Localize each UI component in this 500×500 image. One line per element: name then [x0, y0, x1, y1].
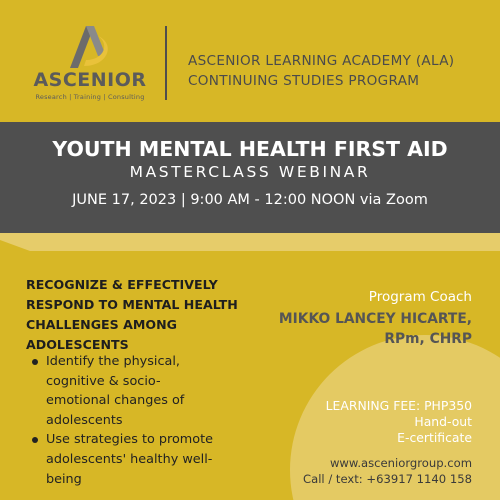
coach-role: Program Coach — [368, 289, 472, 305]
objective-heading-line: RECOGNIZE & EFFECTIVELY — [26, 277, 218, 292]
contact-phone: Call / text: +63917 1140 158 — [303, 472, 472, 486]
event-schedule: JUNE 17, 2023 | 9:00 AM - 12:00 NOON via Zoom — [72, 192, 428, 208]
list-item-line: Identify the physical, — [46, 354, 180, 369]
bullet-icon — [32, 359, 38, 365]
coach-name — [250, 309, 472, 349]
organization-name: ASCENIOR LEARNING ACADEMY (ALA) — [188, 53, 455, 69]
header-divider — [165, 26, 167, 100]
list-item-line: cognitive & socio- — [46, 373, 161, 389]
list-item — [28, 352, 248, 430]
list-item-line: Use strategies to promote — [46, 432, 213, 448]
objective-heading-line: ADOLESCENTS — [26, 337, 129, 352]
inclusion-handout: Hand-out — [414, 414, 472, 429]
light-wedge-shape — [0, 233, 500, 251]
event-subtitle: MASTERCLASS WEBINAR — [129, 163, 371, 181]
logo-tagline: Research | Training | Consulting — [35, 93, 145, 101]
list-item-line: adolescents' healthy well- — [46, 451, 213, 467]
learning-fee: LEARNING FEE: PHP350 — [325, 398, 472, 413]
objective-heading-line: CHALLENGES AMONG — [26, 317, 177, 332]
coach-name-line: MIKKO LANCEY HICARTE, — [278, 311, 472, 327]
ascenior-a-logo-icon — [64, 22, 118, 70]
list-item-line: being — [46, 471, 82, 487]
contact-block — [280, 455, 472, 487]
objective-heading — [26, 275, 246, 355]
fee-block — [300, 398, 472, 446]
program-name: CONTINUING STUDIES PROGRAM — [188, 73, 420, 89]
website-link[interactable]: www.asceniorgroup.com — [329, 456, 472, 470]
ascenior-logo — [28, 22, 152, 104]
inclusion-certificate: E-certificate — [397, 430, 472, 445]
list-item-line: emotional changes of — [46, 393, 185, 409]
objectives-list — [28, 352, 248, 489]
logo-wordmark: ASCENIOR — [33, 69, 147, 91]
coach-credentials: RPm, CHRP — [384, 331, 472, 347]
list-item — [28, 430, 248, 489]
bullet-icon — [32, 437, 38, 443]
event-title: YOUTH MENTAL HEALTH FIRST AID — [52, 137, 448, 161]
objective-heading-line: RESPOND TO MENTAL HEALTH — [26, 297, 238, 312]
list-item-line: adolescents — [46, 412, 123, 428]
